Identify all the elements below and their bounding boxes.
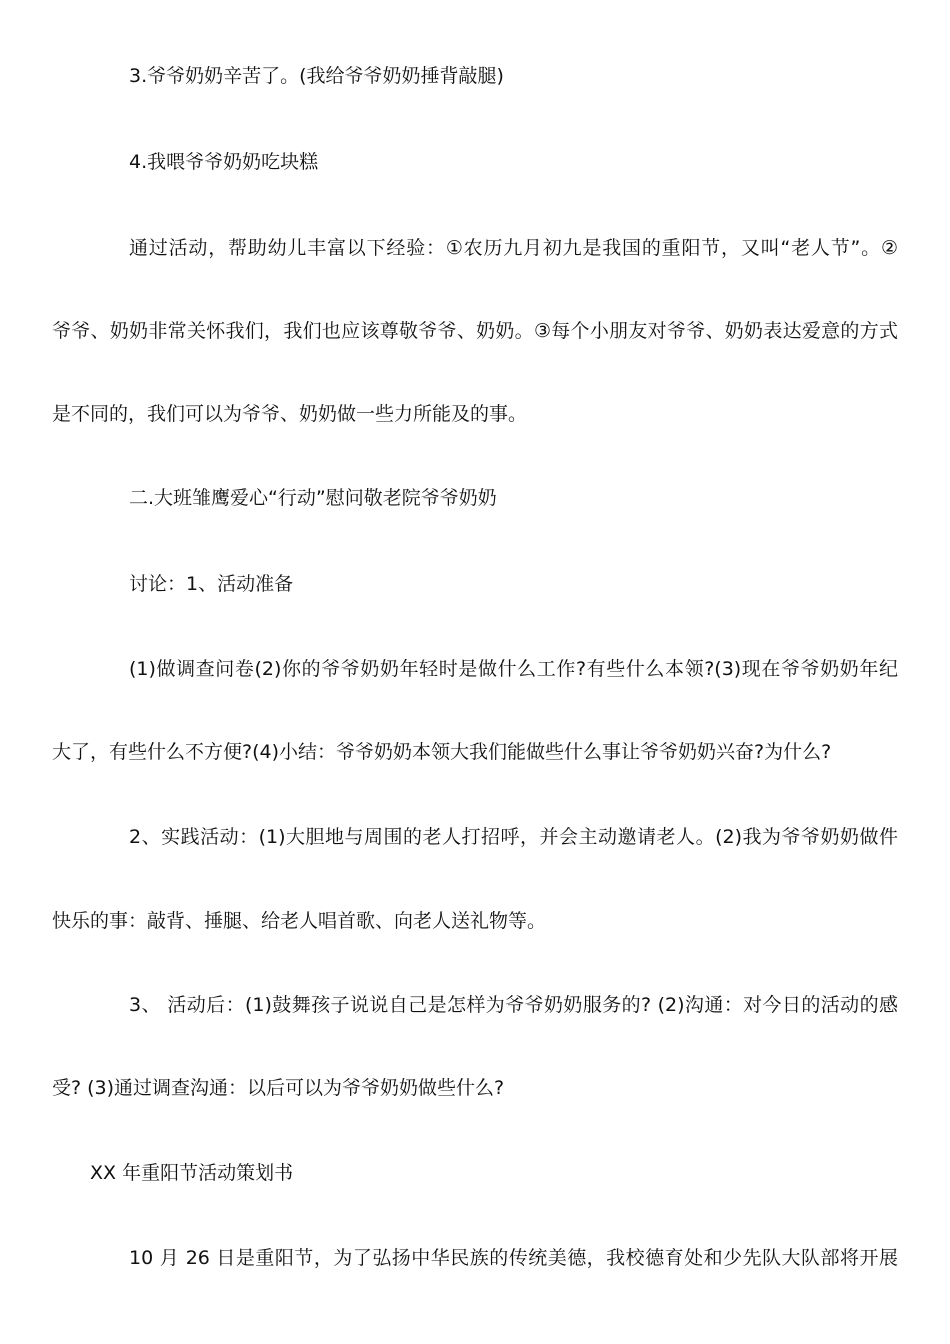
paragraph-line-12: 3、 活动后：(1)鼓舞孩子说说自己是怎样为爷爷奶奶服务的? (2)沟通：对今日的活动的感 (129, 994, 898, 1016)
paragraph-line-13: 受? (3)通过调查沟通：以后可以为爷爷奶奶做些什么? (52, 1077, 505, 1099)
paragraph-line-7: 讨论：1、活动准备 (129, 573, 294, 595)
paragraph-line-15: 10 月 26 日是重阳节，为了弘扬中华民族的传统美德，我校德育处和少先队大队部将开展 (129, 1247, 898, 1269)
paragraph-line-2: 4.我喂爷爷奶奶吃块糕 (129, 151, 319, 173)
paragraph-line-11: 快乐的事：敲背、捶腿、给老人唱首歌、向老人送礼物等。 (52, 910, 547, 932)
paragraph-line-9: 大了，有些什么不方便?(4)小结：爷爷奶奶本领大我们能做些什么事让爷爷奶奶兴奋?为什么? (52, 741, 832, 763)
paragraph-line-1: 3.爷爷奶奶辛苦了。(我给爷爷奶奶捶背敲腿) (129, 65, 504, 87)
paragraph-line-5: 是不同的，我们可以为爷爷、奶奶做一些力所能及的事。 (52, 403, 528, 425)
plan-title: XX 年重阳节活动策划书 (90, 1162, 294, 1184)
paragraph-line-3: 通过活动，帮助幼儿丰富以下经验：①农历九月初九是我国的重阳节，又叫“老人节”。② (129, 237, 898, 259)
paragraph-line-8: (1)做调查问卷(2)你的爷爷奶奶年轻时是做什么工作?有些什么本领?(3)现在爷爷奶奶年纪 (129, 658, 898, 680)
section-heading: 二.大班雏鹰爱心“行动”慰问敬老院爷爷奶奶 (129, 487, 497, 509)
paragraph-line-10: 2、实践活动：(1)大胆地与周围的老人打招呼，并会主动邀请老人。(2)我为爷爷奶奶做件 (129, 826, 898, 848)
paragraph-line-4: 爷爷、奶奶非常关怀我们，我们也应该尊敬爷爷、奶奶。③每个小朋友对爷爷、奶奶表达爱意的方式 (52, 320, 898, 342)
